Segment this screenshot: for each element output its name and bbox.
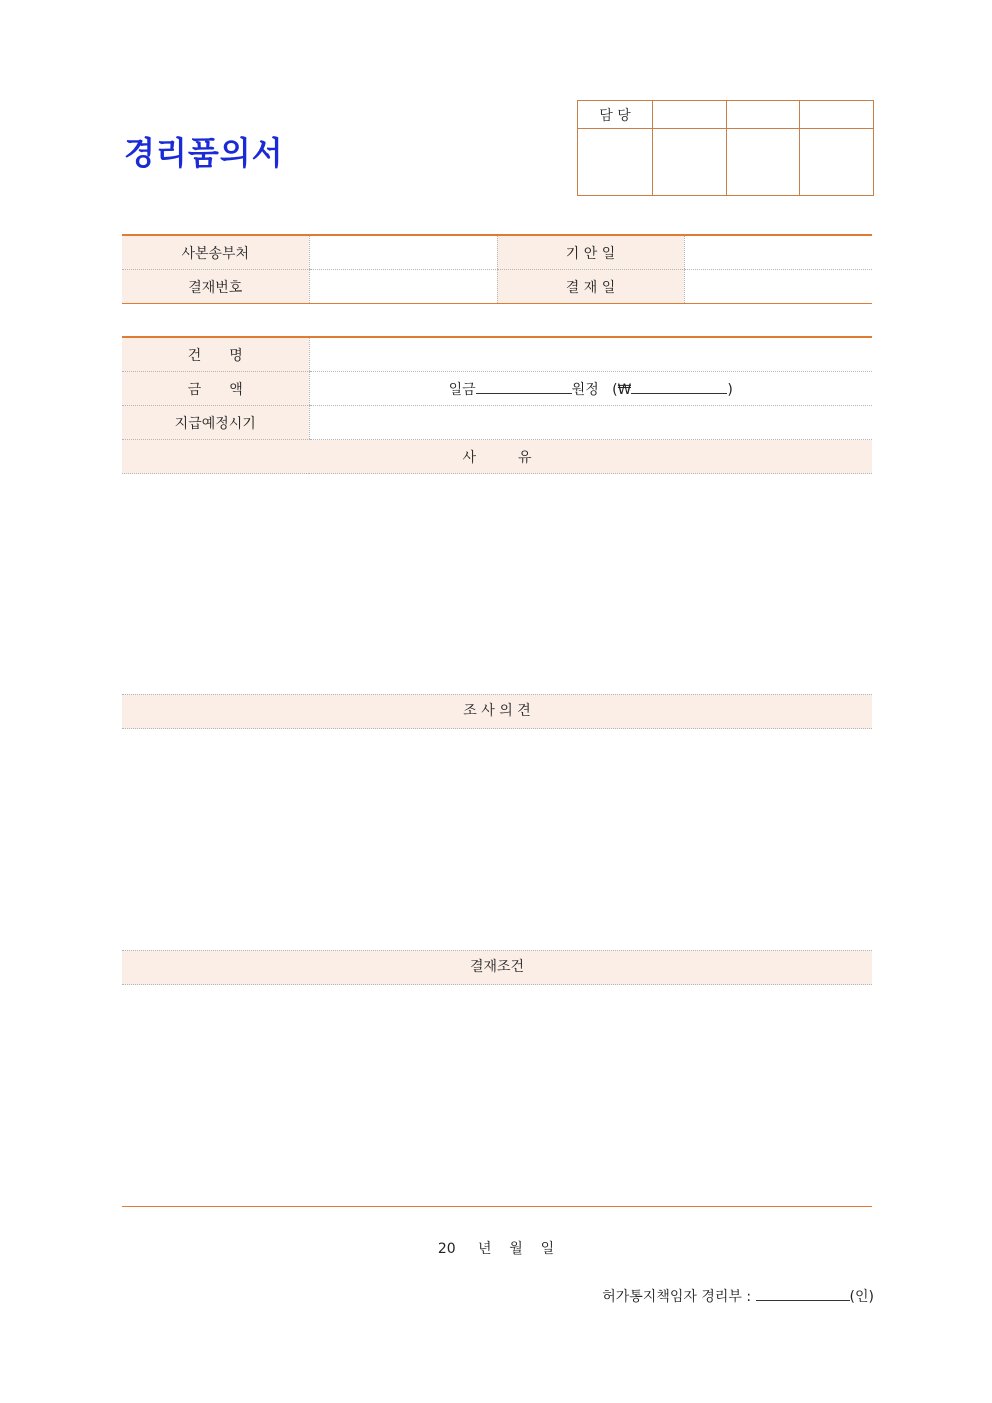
approval-number-field[interactable] <box>309 270 497 304</box>
subject-field[interactable] <box>309 337 872 372</box>
payment-schedule-field[interactable] <box>309 406 872 440</box>
amount-paren-open: (₩ <box>612 381 632 398</box>
date-month-label: 월 <box>509 1241 523 1257</box>
approval-date-field[interactable] <box>684 270 872 304</box>
date-century: 20 <box>437 1241 456 1257</box>
reason-section-header: 사 유 <box>122 440 872 474</box>
approval-sign-4[interactable] <box>800 129 874 196</box>
approval-date-label: 결 재 일 <box>497 270 684 304</box>
approval-header-3 <box>726 101 800 129</box>
amount-paren-close: ) <box>727 381 733 398</box>
detail-table <box>122 336 872 474</box>
approval-box <box>577 100 874 196</box>
opinion-content-area[interactable] <box>122 729 872 950</box>
copy-recipient-label: 사본송부처 <box>122 235 309 270</box>
signature-line <box>560 1286 874 1306</box>
amount-field[interactable] <box>309 372 872 406</box>
amount-prefix: 일금 <box>448 381 476 398</box>
approval-sign-2[interactable] <box>653 129 727 196</box>
draft-date-label: 기 안 일 <box>497 235 684 270</box>
conditions-section-header: 결재조건 <box>122 950 872 985</box>
conditions-content-area[interactable] <box>122 985 872 1205</box>
date-line <box>0 1238 992 1258</box>
date-day-label: 일 <box>540 1241 555 1257</box>
approval-header-2 <box>653 101 727 129</box>
bottom-divider <box>122 1206 872 1207</box>
approval-sign-3[interactable] <box>726 129 800 196</box>
opinion-section-header: 조 사 의 견 <box>122 694 872 729</box>
amount-korean-blank[interactable] <box>476 381 572 394</box>
approval-sign-1[interactable] <box>578 129 653 196</box>
seal-mark: (인) <box>849 1289 874 1305</box>
date-year-label: 년 <box>477 1241 492 1257</box>
approval-header-4 <box>800 101 874 129</box>
payment-schedule-label: 지급예정시기 <box>122 406 309 440</box>
signer-name-blank[interactable] <box>756 1288 850 1301</box>
approval-header-charge: 담 당 <box>578 101 653 129</box>
signer-label: 허가통지책임자 경리부 : <box>602 1289 752 1305</box>
document-title: 경리품의서 <box>124 134 284 172</box>
amount-numeric-blank[interactable] <box>631 381 727 394</box>
reason-content-area[interactable] <box>122 472 872 694</box>
subject-label: 건 명 <box>122 337 309 372</box>
approval-number-label: 결재번호 <box>122 270 309 304</box>
header-info-table <box>122 234 872 304</box>
amount-label: 금 액 <box>122 372 309 406</box>
copy-recipient-field[interactable] <box>309 235 497 270</box>
amount-won: 원정 <box>571 381 599 398</box>
draft-date-field[interactable] <box>684 235 872 270</box>
